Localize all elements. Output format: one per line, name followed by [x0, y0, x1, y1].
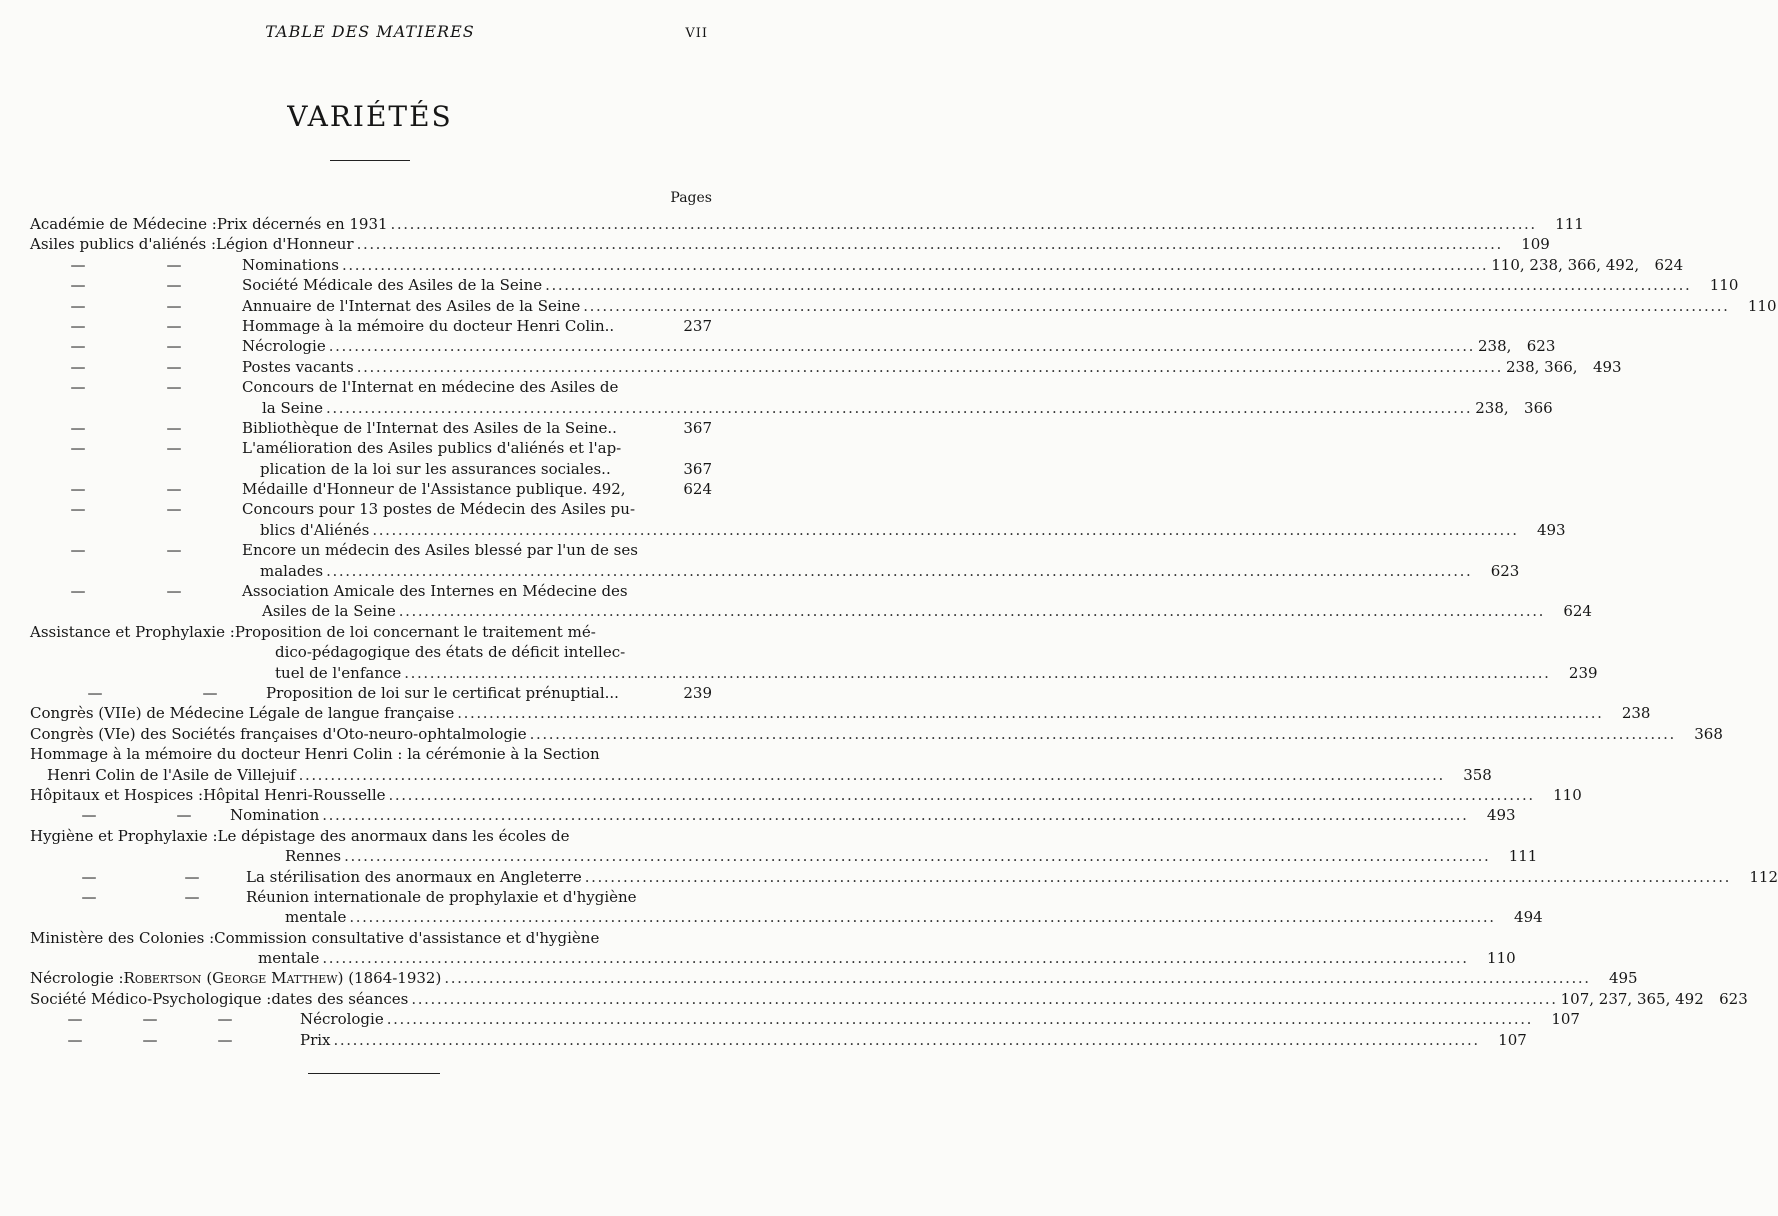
leader-dots	[322, 948, 1468, 968]
leader-dots	[411, 989, 1557, 1009]
toc-entry	[30, 377, 712, 397]
page-refs: 238,	[1477, 337, 1512, 356]
toc-entry	[30, 805, 1516, 825]
leader-dots	[344, 846, 1490, 866]
entry-title: plication de la loi sur les assurances sociales..	[260, 459, 611, 478]
ditto-dashes: — —	[70, 439, 182, 458]
page-ref: 493	[1592, 357, 1622, 376]
ditto-dashes: — —	[70, 378, 182, 397]
toc-entry	[30, 703, 1651, 723]
leader-dots	[399, 601, 1545, 621]
toc-entry	[30, 887, 712, 907]
leader-dots	[329, 336, 1475, 356]
page-refs: 110, 238, 366, 492,	[1491, 255, 1640, 274]
toc-entry	[30, 540, 712, 560]
page-ref: 111	[1555, 215, 1584, 233]
page-ref: 111	[1508, 847, 1538, 866]
page-number: VII	[685, 26, 708, 41]
page-ref: 239	[1568, 663, 1598, 682]
toc-entry-continuation	[30, 459, 712, 479]
toc-entry	[30, 1009, 1580, 1029]
toc-entry	[30, 438, 712, 458]
entry-title: Proposition de loi concernant le traitement mé-	[234, 622, 596, 641]
entry-title: Congrès (VIe) des Sociétés françaises d'Oto-neuro-ophtalmologie	[30, 724, 527, 743]
page-ref: 110	[1747, 296, 1777, 315]
entry-title: Association Amicale des Internes en Médecine des	[242, 582, 628, 601]
ditto-dashes: — —	[70, 296, 182, 315]
leader-dots	[349, 907, 1495, 927]
toc-entry	[30, 928, 712, 948]
ditto-dashes: — — —	[67, 1030, 233, 1049]
entry-title: Concours pour 13 postes de Médecin des Asiles pu-	[242, 500, 636, 519]
leader-dots	[404, 663, 1550, 683]
ditto-dashes: — —	[70, 337, 182, 356]
page-ref: 624	[1654, 255, 1684, 274]
page-ref: 366	[1524, 398, 1553, 417]
entry-title: mentale	[258, 949, 320, 968]
leader-dots	[530, 724, 1676, 744]
end-rule	[308, 1073, 440, 1074]
section-title: VARIÉTÉS	[287, 100, 453, 133]
entry-heading: Société Médico-Psychologique :	[30, 989, 272, 1008]
entry-heading: Académie de Médecine :	[30, 215, 217, 233]
toc-entry	[30, 724, 1723, 744]
title-rule	[330, 160, 410, 161]
entry-heading: Hygiène et Prophylaxie :	[30, 826, 218, 845]
ditto-dashes: — —	[70, 357, 182, 376]
entry-title: Hommage à la mémoire du docteur Henri Colin..	[242, 316, 615, 335]
entry-title: Nominations	[242, 255, 339, 274]
leader-dots	[326, 398, 1472, 418]
entry-title: dico-pédagogique des états de déficit intellec-	[275, 643, 626, 662]
page-ref: 493	[1536, 520, 1566, 539]
toc-entry	[30, 255, 1684, 275]
pages-column-label: Pages	[670, 190, 712, 206]
entry-title: Congrès (VIIe) de Médecine Légale de langue française	[30, 704, 455, 723]
toc-entry-continuation	[30, 846, 1538, 866]
page-ref: 110	[1709, 276, 1739, 295]
page-ref: 623	[1719, 989, 1748, 1008]
toc-entry	[30, 989, 1748, 1009]
toc-entry	[30, 785, 1582, 805]
toc-entry-continuation	[30, 520, 1566, 540]
ditto-dashes: — —	[87, 683, 218, 702]
entry-title: Nomination	[230, 806, 320, 825]
leader-dots	[583, 296, 1729, 316]
entry-heading: Assistance et Prophylaxie :	[30, 622, 235, 641]
page-ref: 368	[1694, 724, 1723, 743]
entry-title: Réunion internationale de prophylaxie et d'hygiène	[246, 887, 637, 906]
toc-entry-continuation	[30, 561, 1520, 581]
entry-heading: Asiles publics d'aliénés :	[30, 235, 216, 254]
page-ref: 367	[683, 459, 712, 478]
table-of-contents	[30, 214, 1778, 1050]
entry-title: Médaille d'Honneur de l'Assistance publique. 492,	[242, 480, 626, 499]
entry-title: Asiles de la Seine	[262, 602, 396, 621]
entry-title: Proposition de loi sur le certificat prénuptial...	[266, 683, 619, 702]
toc-entry	[30, 296, 1777, 316]
toc-entry	[30, 214, 1584, 234]
toc-entry	[30, 479, 712, 499]
entry-title: Commission consultative d'assistance et d'hygiène	[214, 928, 600, 947]
entry-title: Hôpital Henri-Rousselle	[203, 785, 386, 804]
entry-title: Hommage à la mémoire du docteur Henri Colin : la cérémonie à la Section	[30, 745, 600, 764]
toc-entry	[30, 336, 1556, 356]
entry-title: Prix	[300, 1030, 331, 1049]
leader-dots	[387, 1009, 1533, 1029]
entry-title: Encore un médecin des Asiles blessé par l'un de ses	[242, 541, 638, 560]
entry-title: Bibliothèque de l'Internat des Asiles de la Seine..	[242, 418, 617, 437]
entry-title: La stérilisation des anormaux en Angleterre	[246, 867, 582, 886]
toc-entry-continuation	[30, 765, 1492, 785]
running-title: TABLE DES MATIERES	[265, 22, 475, 41]
toc-entry-continuation	[30, 601, 1592, 621]
entry-title: malades	[260, 561, 324, 580]
page-ref: 110	[1487, 949, 1516, 968]
leader-dots	[389, 785, 1535, 805]
page-refs: 238,	[1475, 398, 1509, 417]
leader-dots	[357, 357, 1503, 377]
ditto-dashes: — —	[70, 418, 182, 437]
entry-title: Légion d'Honneur	[216, 235, 354, 254]
entry-title: L'amélioration des Asiles publics d'aliénés et l'ap-	[242, 439, 622, 458]
toc-entry	[30, 744, 712, 764]
page-ref: 624	[1563, 602, 1592, 621]
leader-dots	[299, 765, 1445, 785]
entry-title: Nécrologie	[242, 337, 326, 356]
page-ref: 239	[683, 683, 712, 702]
toc-entry-continuation	[30, 642, 712, 662]
leader-dots	[545, 275, 1691, 295]
toc-entry	[30, 499, 712, 519]
leader-dots	[342, 255, 1488, 275]
ditto-dashes: — —	[81, 887, 200, 906]
leader-dots	[322, 805, 1468, 825]
page-ref: 110	[1553, 785, 1582, 804]
entry-title: dates des séances	[271, 989, 409, 1008]
entry-title: Le dépistage des anormaux dans les écoles de	[217, 826, 570, 845]
entry-title: Rennes	[285, 847, 342, 866]
leader-dots	[334, 1030, 1480, 1050]
toc-entry-continuation	[30, 663, 1598, 683]
leader-dots	[391, 214, 1537, 234]
toc-entry-continuation	[30, 398, 1553, 418]
toc-entry	[30, 316, 712, 336]
leader-dots	[444, 968, 1590, 988]
entry-title: blics d'Aliénés	[260, 520, 370, 539]
page-ref: 358	[1463, 765, 1492, 784]
toc-entry	[30, 357, 1622, 377]
entry-title: mentale	[285, 908, 347, 927]
page-ref: 107	[1498, 1030, 1527, 1049]
entry-title: Prix décernés en 1931	[216, 215, 388, 233]
page-ref: 494	[1514, 908, 1543, 927]
toc-entry	[30, 581, 712, 601]
entry-title: tuel de l'enfance	[275, 663, 402, 682]
page-ref: 107	[1551, 1010, 1580, 1029]
page-ref: 367	[683, 418, 712, 437]
toc-entry	[30, 622, 712, 642]
leader-dots	[457, 703, 1603, 723]
toc-entry	[30, 1030, 1527, 1050]
page-ref: 623	[1490, 561, 1520, 580]
entry-title: Henri Colin de l'Asile de Villejuif	[47, 765, 296, 784]
entry-title: Annuaire de l'Internat des Asiles de la Seine	[242, 296, 581, 315]
page-ref: 238	[1621, 704, 1651, 723]
page-ref: 623	[1526, 337, 1556, 356]
toc-entry-continuation	[30, 907, 1543, 927]
entry-heading: Nécrologie :	[30, 969, 124, 988]
leader-dots	[357, 234, 1503, 254]
ditto-dashes: — —	[70, 316, 182, 335]
page-ref: 109	[1521, 235, 1550, 254]
entry-title: Société Médicale des Asiles de la Seine	[242, 276, 543, 295]
page-refs: 238, 366,	[1506, 357, 1578, 376]
page-ref: 237	[683, 316, 712, 335]
leader-dots	[372, 520, 1518, 540]
page-ref: 493	[1486, 806, 1516, 825]
ditto-dashes: — — —	[67, 1010, 233, 1029]
ditto-dashes: — —	[81, 867, 200, 886]
ditto-dashes: — —	[70, 255, 182, 274]
toc-entry	[30, 234, 1550, 254]
entry-title: la Seine	[262, 398, 323, 417]
toc-entry	[30, 968, 1638, 988]
entry-title: Nécrologie	[300, 1010, 384, 1029]
toc-entry	[30, 275, 1739, 295]
page-ref: 112	[1749, 867, 1778, 886]
toc-entry	[30, 826, 712, 846]
ditto-dashes: — —	[70, 582, 182, 601]
entry-title: Postes vacants	[242, 357, 354, 376]
page-ref: 624	[683, 480, 712, 499]
toc-entry	[30, 418, 712, 438]
toc-entry	[30, 683, 712, 703]
entry-title: Concours de l'Internat en médecine des Asiles de	[242, 378, 619, 397]
page-ref: 495	[1608, 969, 1638, 988]
entry-heading: Hôpitaux et Hospices :	[30, 785, 204, 804]
toc-entry	[30, 867, 1778, 887]
ditto-dashes: — —	[70, 500, 182, 519]
ditto-dashes: — —	[81, 806, 192, 825]
page-refs: 107, 237, 365, 492	[1560, 989, 1704, 1008]
leader-dots	[585, 867, 1731, 887]
ditto-dashes: — —	[70, 480, 182, 499]
ditto-dashes: — —	[70, 541, 182, 560]
leader-dots	[326, 561, 1472, 581]
running-head	[0, 22, 800, 44]
entry-title: Robertson (George Matthew) (1864-1932)	[123, 969, 442, 988]
ditto-dashes: — —	[70, 276, 182, 295]
toc-entry-continuation	[30, 948, 1516, 968]
entry-heading: Ministère des Colonies :	[30, 928, 215, 947]
